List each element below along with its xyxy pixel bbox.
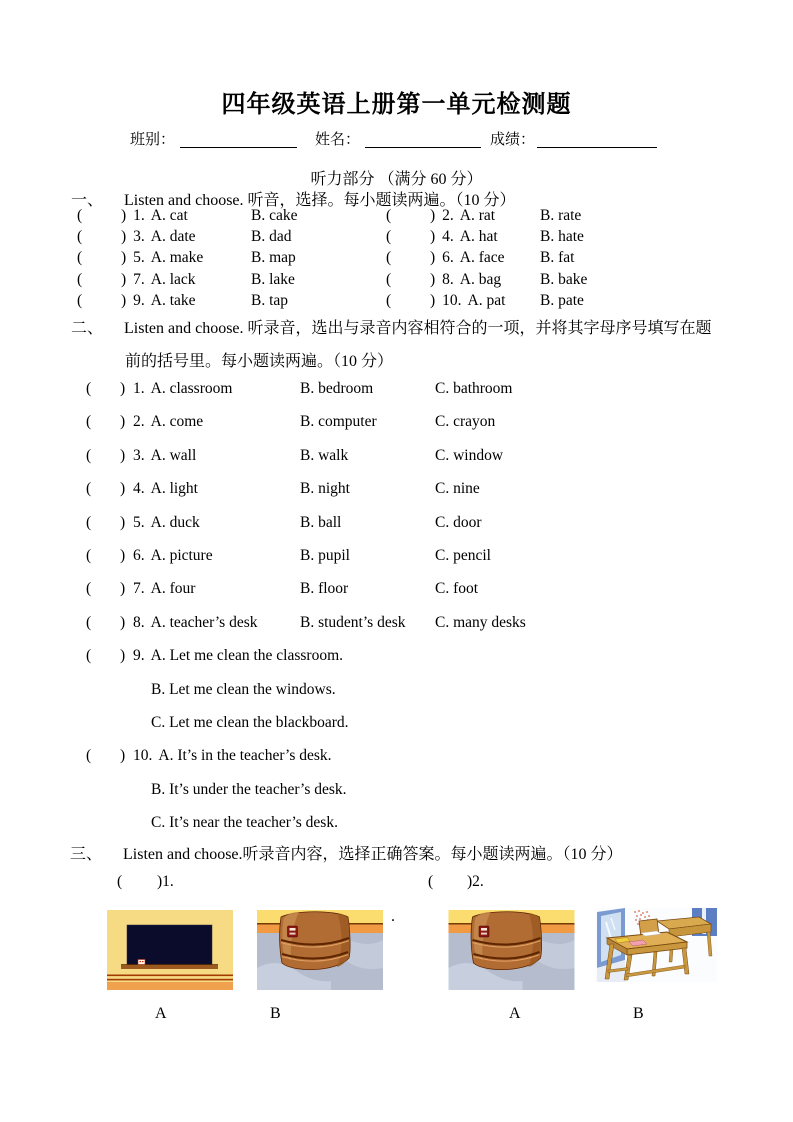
option-a: A. bag [459,270,502,288]
option-a-cell [133,545,300,566]
question-row [0,205,793,226]
option: C. Let me clean the blackboard. [151,713,349,731]
option-a: A. classroom [150,380,233,397]
desks-image [595,908,717,987]
name-blank-field [365,147,481,148]
section3-number: 三、 [70,846,103,863]
option-b: B. bedroom [300,380,374,397]
question-number: 8. [442,270,454,288]
barrel-image [448,910,575,995]
option: C. It’s near the teacher’s desk. [151,814,338,832]
bracket-close: ) [430,270,436,288]
option-a: A. lack [150,270,196,288]
question-right [430,205,540,226]
image-label: A [509,1005,521,1022]
q1-bracket-open: ( [117,873,123,890]
image-label: A [155,1005,167,1022]
option-b: B. hate [540,228,584,246]
option-a-cell [133,612,300,633]
bracket-close: ) [121,228,127,246]
bracket-close: ) [121,270,127,288]
option-b: B. fat [540,249,575,267]
option-a: A. light [150,480,198,498]
option-a: A. make [150,249,204,267]
bracket-close: ) [120,580,126,598]
question-row [0,409,793,442]
bracket-close: ) [120,446,126,464]
question-number: 3. [133,446,145,464]
q1-number: )1. [157,873,174,890]
listening-part-heading: 听力部分 （满分 60 分） [310,171,483,188]
option-a-cell [133,445,300,466]
question-number: 9. [133,647,145,665]
bracket-open: ( [86,380,92,397]
question-right [430,290,540,311]
bracket-close: ) [120,513,126,531]
section1-number: 一、 [71,192,104,209]
section1-rows [0,205,793,311]
bracket-close: ) [430,249,436,267]
bracket-close: ) [120,413,126,431]
question-row [0,576,793,609]
bracket-open: ( [86,480,92,498]
option: B. Let me clean the windows. [151,680,336,698]
blackboard-image [107,910,233,995]
bracket-close: ) [430,207,436,224]
option-b: B. student’s desk [300,613,406,631]
option-a: A. pat [467,291,506,309]
bracket-open: ( [386,249,392,267]
option-c: C. crayon [435,413,496,431]
option-b: B. lake [251,270,295,288]
bracket-open: ( [386,207,392,224]
question-left [121,247,251,268]
question-number: 3. [133,228,145,246]
option-b: B. tap [251,291,289,309]
bracket-close: ) [121,207,127,224]
option-a-cell [133,478,300,499]
question-number: 4. [133,480,145,498]
question-right [430,269,540,290]
question-row [0,743,793,776]
bracket-open: ( [86,647,92,665]
stacked-option-line [0,810,793,843]
bracket-open: ( [77,270,83,288]
answer-images-row [0,908,793,998]
option-c: C. door [435,513,482,531]
question-number: 5. [133,249,145,267]
option-b: B. pupil [300,546,350,564]
bracket-close: ) [120,747,126,765]
option-b: B. bake [540,270,588,288]
q2-number: )2. [467,873,484,890]
question-row [0,290,793,311]
option-a: A. come [150,413,204,431]
question-number: 7. [133,270,145,288]
question-left [121,205,251,226]
question-number: 7. [133,580,145,598]
option-a-cell [133,411,300,432]
option-c: C. nine [435,480,480,498]
score-blank-field [537,147,657,148]
section2-number: 二、 [71,320,104,337]
barrel-image [257,910,383,995]
image-label: B [270,1005,281,1022]
bracket-open: ( [86,613,92,631]
bracket-open: ( [386,291,392,309]
section2-header [71,315,712,338]
question-number: 6. [133,546,145,564]
image-labels-row [0,1005,793,1027]
bracket-close: ) [120,613,126,631]
bracket-open: ( [77,207,83,224]
name-label: 姓名： [315,132,361,148]
option-a: A. four [150,580,196,598]
option-c: C. window [435,446,504,464]
section2-instruction-line2: 前的括号里。每小题读两遍。（10 分） [125,353,394,370]
class-blank-field [180,147,297,148]
question-right [430,226,540,247]
question-row [0,247,793,268]
stacked-option-line [0,777,793,810]
bracket-close: ) [430,228,436,246]
option-a-cell [133,745,332,766]
option-c: C. bathroom [435,380,513,397]
option-c: C. many desks [435,613,526,631]
question-number: 8. [133,613,145,631]
option-b: B. rate [540,207,582,224]
section3-question-line [0,873,793,895]
class-label: 班别： [130,132,176,148]
bracket-close: ) [120,546,126,564]
option-a: A. take [150,291,196,309]
section1-instruction: Listen and choose. 听音，选择。每小题读两遍。（10 分） [124,192,516,209]
question-number: 1. [133,380,145,397]
question-row [0,543,793,576]
q2-bracket-open: ( [428,873,434,890]
question-number: 2. [133,413,145,431]
section3-header [70,841,623,864]
option-a: A. duck [150,513,200,531]
bracket-open: ( [386,270,392,288]
bracket-open: ( [86,446,92,464]
option-a-cell [133,512,300,533]
bracket-close: ) [430,291,436,309]
info-line [0,126,793,152]
image-label: B [633,1005,644,1022]
score-label: 成绩： [490,132,536,148]
question-row [0,510,793,543]
option-b: B. map [251,249,296,267]
option-a: A. date [150,228,196,246]
question-left [121,290,251,311]
option-b: B. floor [300,580,349,598]
question-right [430,247,540,268]
option-a: A. hat [459,228,498,246]
bracket-close: ) [121,249,127,267]
bracket-open: ( [86,413,92,431]
option-a: A. It’s in the teacher’s desk. [158,747,332,765]
option-a: A. wall [150,446,197,464]
option-a: A. Let me clean the classroom. [150,647,344,665]
stacked-option-line [0,677,793,710]
stray-period: . [391,908,395,925]
option-a-cell [133,645,344,666]
option-a: A. rat [459,207,496,224]
bracket-open: ( [77,291,83,309]
option: B. It’s under the teacher’s desk. [151,780,347,798]
option-b: B. computer [300,413,377,431]
section2-instruction-line1: Listen and choose. 听录音，选出与录音内容相符合的一项，并将其字母序号填写在题 [124,320,712,337]
option-a: A. face [459,249,505,267]
question-row [0,376,793,409]
section2-rows [0,376,793,843]
bracket-close: ) [120,647,126,665]
option-c: C. pencil [435,546,491,564]
option-a: A. picture [150,546,213,564]
option-b: B. night [300,480,350,498]
question-left [121,269,251,290]
option-b: B. pate [540,291,584,309]
question-row [0,643,793,676]
option-a: A. cat [150,207,188,224]
option-b: B. cake [251,207,298,224]
bracket-open: ( [86,513,92,531]
bracket-open: ( [77,228,83,246]
bracket-open: ( [86,747,92,765]
section3-instruction: Listen and choose.听录音内容，选择正确答案。每小题读两遍。（10 分） [123,846,623,863]
question-number: 1. [133,207,145,224]
option-a: A. teacher’s desk [150,613,258,631]
option-a-cell [133,378,300,399]
bracket-close: ) [121,291,127,309]
option-c: C. foot [435,580,479,598]
question-row [0,269,793,290]
bracket-open: ( [86,580,92,598]
question-number: 10. [442,291,462,309]
option-b: B. walk [300,446,349,464]
bracket-open: ( [386,228,392,246]
question-number: 9. [133,291,145,309]
bracket-open: ( [77,249,83,267]
option-a-cell [133,578,300,599]
question-row [0,443,793,476]
question-row [0,226,793,247]
question-left [121,226,251,247]
question-number: 10. [133,747,153,765]
page-title: 四年级英语上册第一单元检测题 [221,91,572,118]
question-row [0,610,793,643]
question-number: 4. [442,228,454,246]
bracket-close: ) [120,480,126,498]
bracket-open: ( [86,546,92,564]
question-row [0,476,793,509]
question-number: 6. [442,249,454,267]
question-number: 2. [442,207,454,224]
option-b: B. dad [251,228,292,246]
question-number: 5. [133,513,145,531]
bracket-close: ) [120,380,126,397]
option-b: B. ball [300,513,342,531]
stacked-option-line [0,710,793,743]
